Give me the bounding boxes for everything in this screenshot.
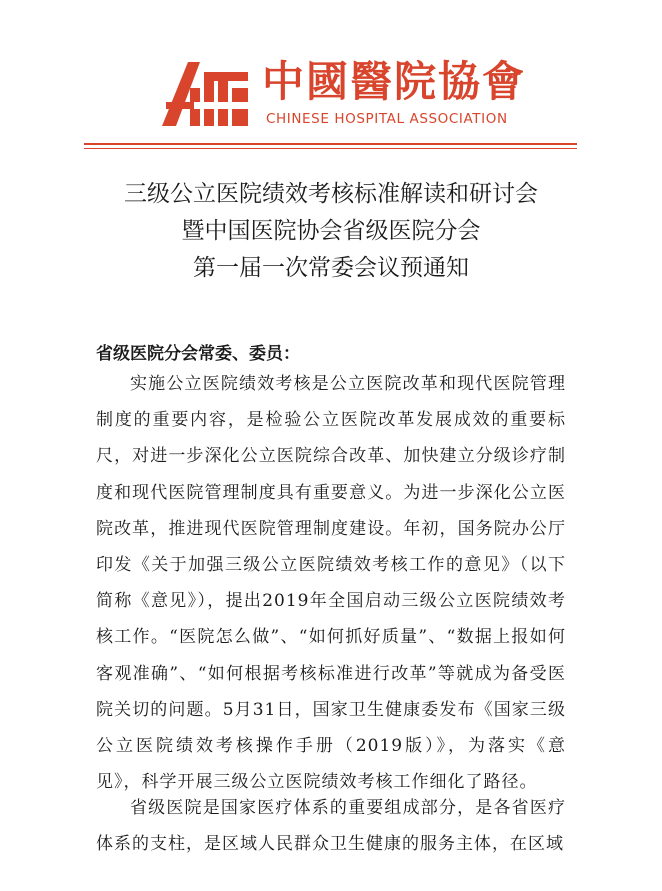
paragraph: 省级医院是国家医疗体系的重要组成部分，是各省医疗体系的支柱，是区域人民群众卫生健康的服务主体，在区域 — [96, 798, 566, 855]
title-line-1: 三级公立医院绩效考核标准解读和研讨会 — [124, 181, 538, 207]
document-title — [0, 176, 662, 287]
header-rule-thin — [84, 148, 577, 149]
header-rule-thick — [84, 143, 577, 145]
org-name-en: CHINESE HOSPITAL ASSOCIATION — [266, 111, 508, 127]
paragraph: 实施公立医院绩效考核是公立医院改革和现代医院管理制度的重要内容，是检验公立医院改革发展成效的重要标尺，对进一步深化公立医院综合改革、加快建立分级诊疗制度和现代医院管理制度具有重要意义。为进一步深化公立医院改革，推进现代医院管理制度建设。年初，国务院办公厅印发《关于加强三级公立医院绩效考核工作的意见》（以下简称《意见》），提出2019年全国启动三级公立医院绩效考核工作。“医院怎么做”、“如何抓好质量”、“数据上报如何客观准确”、“如何根据考核标准进行改革”等就成为备受医院关切的问题。5月31日，国家卫生健康委发布《国家三级公立医院绩效考核操作手册（2019版）》，为落实《意见》，科学开展三级公立医院绩效考核工作细化了路径。 — [96, 374, 566, 793]
title-line-2: 暨中国医院协会省级医院分会 — [181, 218, 481, 244]
salutation: 省级医院分会常委、委员： — [96, 344, 300, 364]
title-line-3: 第一届一次常委会议预通知 — [193, 255, 469, 281]
cha-logo-icon — [160, 58, 256, 128]
org-name-cn: 中國醫院協會 — [262, 57, 527, 106]
letterhead — [0, 0, 662, 150]
